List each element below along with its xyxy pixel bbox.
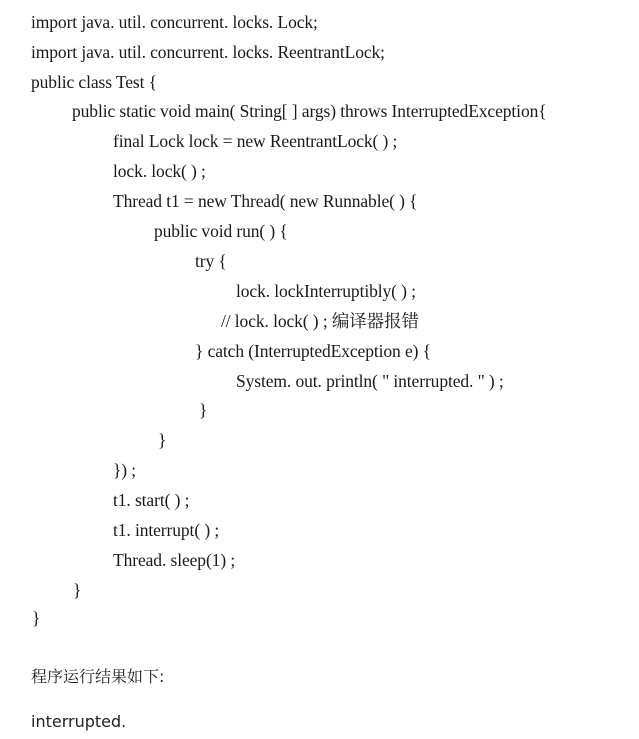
code-line-thread-start: t1. start( ) ; (113, 490, 190, 510)
code-line-thread-declaration: Thread t1 = new Thread( new Runnable( ) { (113, 191, 418, 211)
result-caption: 程序运行结果如下: (31, 667, 165, 686)
code-line-main-method: public static void main( String[ ] args) throws InterruptedException{ (72, 101, 547, 121)
code-line-lock-call: lock. lock( ) ; (113, 161, 206, 181)
code-line-try: try { (195, 251, 227, 271)
code-line-close-runnable: }) ; (113, 460, 137, 480)
code-line-lock-interruptibly: lock. lockInterruptibly( ) ; (236, 281, 416, 301)
code-line-comment: // lock. lock( ) ; 编译器报错 (221, 311, 419, 331)
code-line-import-lock: import java. util. concurrent. locks. Lock; (31, 12, 318, 32)
code-line-thread-sleep: Thread. sleep(1) ; (113, 550, 236, 570)
code-line-run-method: public void run( ) { (154, 221, 288, 241)
code-line-thread-interrupt: t1. interrupt( ) ; (113, 520, 220, 540)
code-line-close-class: } (32, 608, 41, 628)
result-output: interrupted. (31, 712, 127, 731)
code-line-println: System. out. println( " interrupted. " ) ; (236, 371, 504, 391)
code-line-close-main: } (73, 580, 82, 600)
code-line-catch: } catch (InterruptedException e) { (195, 341, 431, 361)
code-line-close-catch: } (199, 400, 208, 420)
code-line-lock-declaration: final Lock lock = new ReentrantLock( ) ; (113, 131, 398, 151)
code-line-class-declaration: public class Test { (31, 72, 157, 92)
code-line-close-run: } (158, 430, 167, 450)
code-line-import-reentrantlock: import java. util. concurrent. locks. ReentrantLock; (31, 42, 385, 62)
